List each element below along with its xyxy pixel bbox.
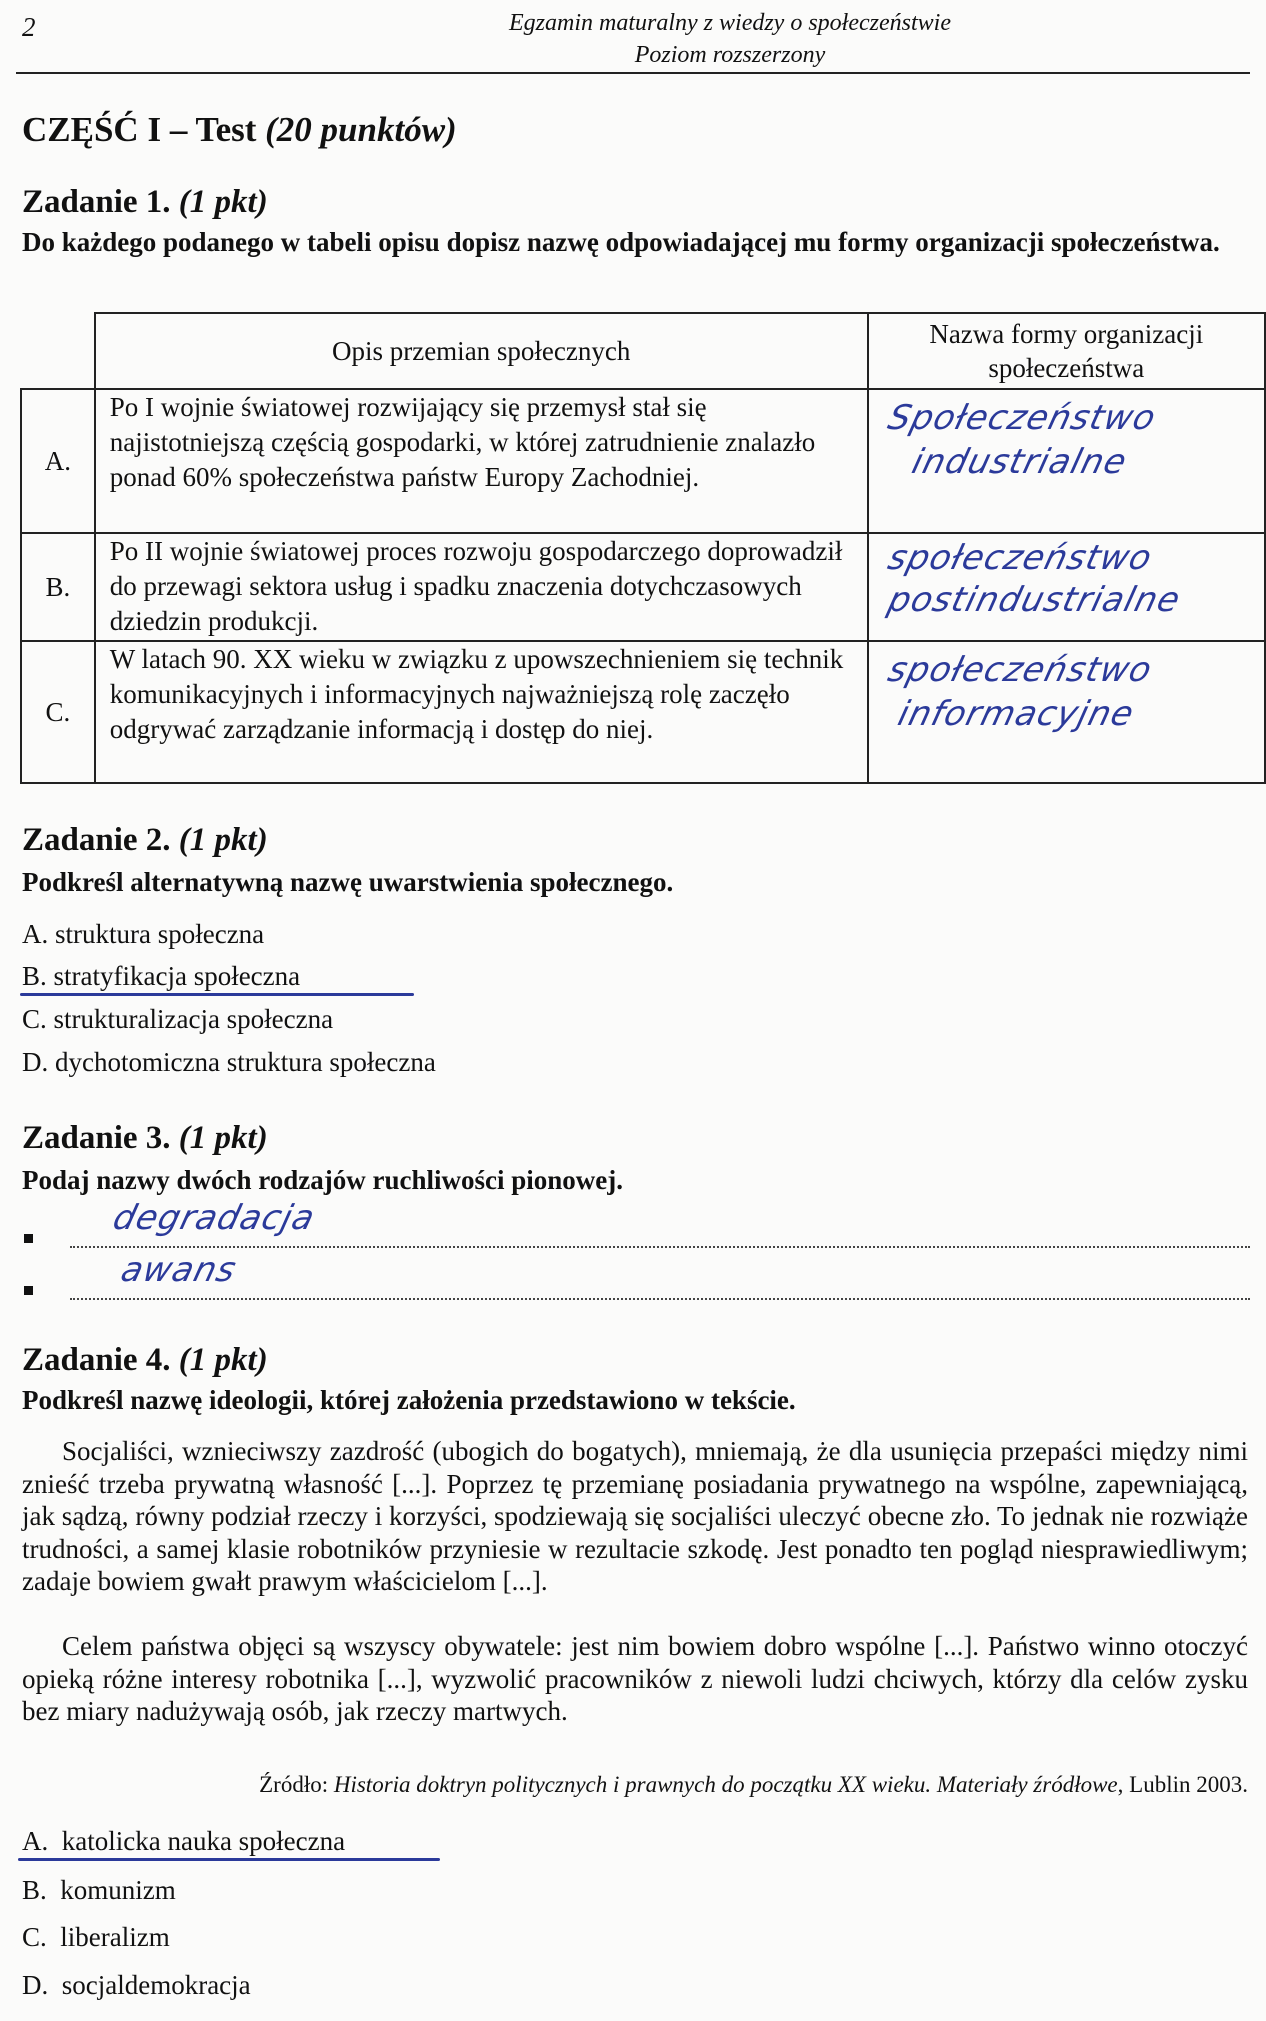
task1-instruction: Do każdego podanego w tabeli opisu dopisz nazwę odpowiadającej mu formy organizacji społeczeństwa. (22, 227, 1220, 257)
row-label: C. (21, 641, 95, 783)
row-description: Po I wojnie światowej rozwijający się przemysł stał się najistotniejszą częścią gospodarki, w której zatrudnienie znalazło ponad 60% społeczeństwa państw Europy Zachodniej. (95, 389, 868, 533)
task2-option-a[interactable]: A. struktura społeczna (22, 919, 265, 949)
table-row (21, 389, 1265, 533)
task3-title: Zadanie 3. (1 pkt) (22, 1120, 268, 1156)
header-divider (16, 72, 1250, 74)
exam-title: Egzamin maturalny z wiedzy o społeczeństwie (509, 10, 951, 36)
task4-option-b[interactable]: B. komunizm (22, 1875, 176, 1905)
task4-option-c[interactable]: C. liberalizm (22, 1922, 170, 1952)
task2-instruction: Podkreśl alternatywną nazwę uwarstwienia społecznego. (22, 867, 674, 897)
row-description: Po II wojnie światowej proces rozwoju gospodarczego doprowadził do przewagi sektora usług i spadku znaczenia dotychczasowych dziedzin produkcji. (95, 533, 868, 641)
table-row (21, 641, 1265, 783)
task2-option-b[interactable]: B. stratyfikacja społeczna (22, 961, 301, 991)
row-answer[interactable] (868, 533, 1265, 641)
row-label: A. (21, 389, 95, 533)
task4-instruction: Podkreśl nazwę ideologii, której założenia przedstawiono w tekście. (22, 1385, 796, 1415)
task3-instruction: Podaj nazwy dwóch rodzajów ruchliwości pionowej. (22, 1165, 624, 1195)
task1-title: Zadanie 1. (1 pkt) (22, 184, 268, 220)
exam-level: Poziom rozszerzony (634, 42, 826, 68)
dotted-line (70, 1246, 1250, 1248)
task4-option-d[interactable]: D. socjaldemokracja (22, 1970, 251, 2000)
task2-option-c[interactable]: C. strukturalizacja społeczna (22, 1004, 334, 1034)
answer-underline (18, 1858, 440, 1861)
handwritten-answer: społeczeństwo (883, 538, 1157, 578)
source-text-paragraph-1: Socjaliści, wznieciwszy zazdrość (ubogich do bogatych), mniemają, że dla usunięcia przepaści między nimi znieść trzeba prywatną własność [...]. Poprzez tę przemianę posiadania prywatnego na wspólne, zapewniającą, jak sądzą, równy podział rzeczy i korzyści, spodziewają się socjaliści uleczyć obecne zło. To jednak nie rozwiąże trudności, a samej klasie robotników przyniesie w rezultacie szkodę. Jest ponadto ten pogląd niesprawiedliwym; zadaje bowiem gwałt prawym właścicielom [...]. (22, 1436, 1248, 1596)
col-header-name: Nazwa formy organizacji społeczeństwa (868, 313, 1265, 389)
dotted-line (70, 1298, 1250, 1300)
handwritten-answer: degradacja (109, 1198, 320, 1238)
page-number: 2 (22, 12, 36, 42)
answer-underline (20, 993, 414, 996)
part-title: CZĘŚĆ I – Test (20 punktów) (22, 110, 457, 149)
col-header-desc: Opis przemian społecznych (95, 313, 868, 389)
answer-line[interactable] (22, 1198, 1250, 1254)
row-description: W latach 90. XX wieku w związku z upowszechnieniem się technik komunikacyjnych i informacyjnych najważniejszą rolę zaczęło odgrywać zarządzanie informacją i dostęp do niej. (95, 641, 868, 783)
table-corner (21, 313, 95, 389)
handwritten-answer: Społeczeństwo (883, 398, 1160, 438)
handwritten-answer: postindustrialne (883, 580, 1185, 620)
task4-title: Zadanie 4. (1 pkt) (22, 1342, 268, 1378)
task1-table (20, 312, 1266, 784)
task4-option-a[interactable]: A. katolicka nauka społeczna (22, 1826, 346, 1856)
row-answer[interactable] (868, 641, 1265, 783)
source-citation: Źródło: Historia doktryn politycznych i prawnych do początku XX wieku. Materiały źródłowe, Lublin 2003. (259, 1772, 1248, 1797)
row-label: B. (21, 533, 95, 641)
row-answer[interactable] (868, 389, 1265, 533)
bullet-icon (24, 1286, 33, 1295)
handwritten-answer: industrialne (907, 442, 1131, 482)
source-text-paragraph-2: Celem państwa objęci są wszyscy obywatele: jest nim bowiem dobro wspólne [...]. Państwo winno otoczyć opieką różne interesy robotnika [...], wyzwolić pracowników z niewoli ludzi chciwych, którzy dla celów zysku bez miary nadużywają osób, jak rzeczy martwych. (22, 1631, 1248, 1726)
handwritten-answer: informacyjne (893, 694, 1138, 734)
table-row (21, 533, 1265, 641)
answer-line[interactable] (22, 1250, 1250, 1306)
handwritten-answer: awans (117, 1250, 241, 1290)
task2-title: Zadanie 2. (1 pkt) (22, 822, 268, 858)
handwritten-answer: społeczeństwo (883, 650, 1157, 690)
bullet-icon (24, 1234, 33, 1243)
task2-option-d[interactable]: D. dychotomiczna struktura społeczna (22, 1047, 436, 1077)
